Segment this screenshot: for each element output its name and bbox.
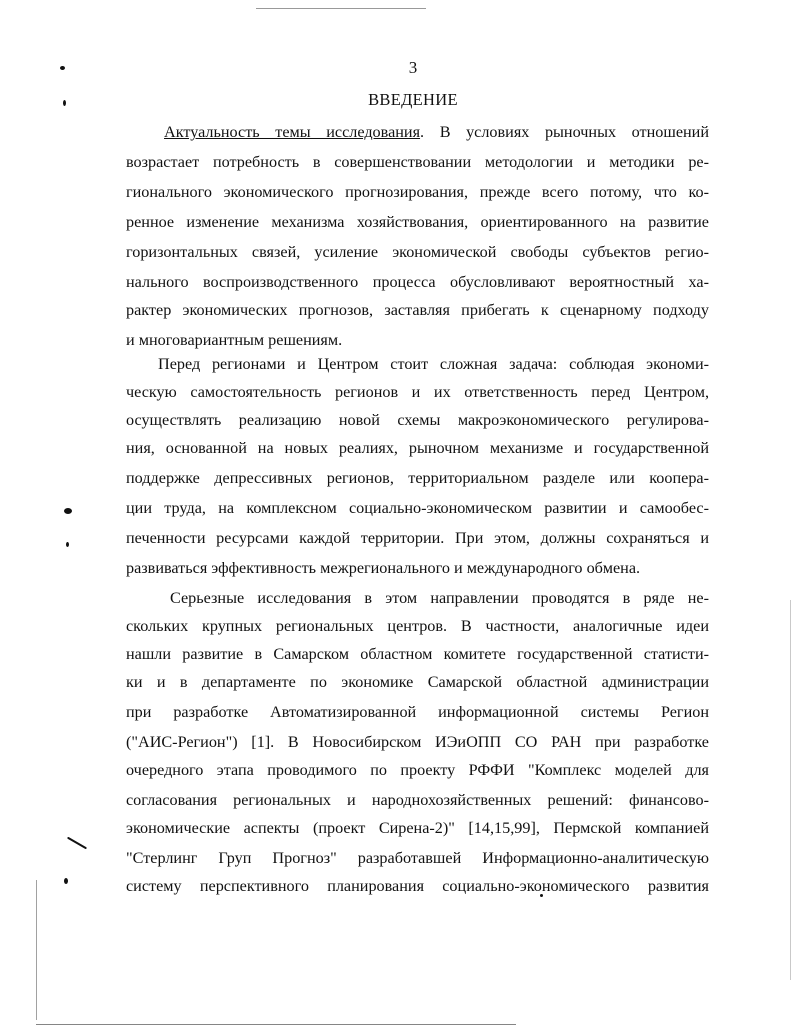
paragraph-line: гионального экономического прогнозирования, прежде всего потому, что ко- bbox=[126, 183, 709, 201]
scan-speck bbox=[66, 542, 69, 547]
scan-edge-top bbox=[256, 8, 426, 9]
paragraph-line: осуществлять реализацию новой схемы макроэкономического регулирова- bbox=[126, 411, 709, 429]
paragraph-line: горизонтальных связей, усиление экономической свободы субъектов регио- bbox=[126, 243, 709, 261]
paragraph-line: печенности ресурсами каждой территории. При этом, должны сохраняться и bbox=[126, 529, 709, 547]
topic-relevance-title: Актуальность темы исследования bbox=[164, 123, 421, 141]
paragraph-line: при разработке Автоматизированной информационной системы Регион bbox=[126, 703, 709, 721]
scan-speck bbox=[64, 878, 68, 884]
paragraph-line: ки и в департаменте по экономике Самарской областной администрации bbox=[126, 673, 709, 691]
paragraph-line: Перед регионами и Центром стоит сложная задача: соблюдая экономи- bbox=[158, 355, 709, 373]
paragraph-line: ческую самостоятельность регионов и их ответственность перед Центром, bbox=[126, 383, 709, 401]
scan-edge-left bbox=[36, 880, 37, 1020]
paragraph-line: экономические аспекты (проект Сирена-2)" [14,15,99], Пермской компанией bbox=[126, 819, 709, 837]
paragraph-line: нального воспроизводственного процесса обусловливают вероятностный ха- bbox=[126, 273, 709, 291]
paragraph-line: ("АИС-Регион") [1]. В Новосибирском ИЭиОПП СО РАН при разработке bbox=[126, 733, 709, 751]
section-heading: ВВЕДЕНИЕ bbox=[368, 90, 458, 109]
paragraph-line: систему перспективного планирования социально-экономического развития bbox=[126, 877, 709, 895]
scan-edge-bottom bbox=[36, 1024, 516, 1025]
paragraph-line: скольких крупных региональных центров. В частности, аналогичные идеи bbox=[126, 617, 709, 635]
paragraph-line: согласования региональных и народнохозяйственных решений: финансово- bbox=[126, 791, 709, 809]
scan-speck bbox=[64, 508, 72, 514]
page-number: 3 bbox=[408, 58, 418, 77]
paragraph-line: рактер экономических прогнозов, заставляя прибегать к сценарному подходу bbox=[126, 301, 709, 319]
paragraph-line: Актуальность темы исследования. В условиях рыночных отношений bbox=[164, 123, 709, 141]
paragraph-line: нашли развитие в Самарском областном комитете государственной статисти- bbox=[126, 645, 709, 663]
paragraph-line: возрастает потребность в совершенствовании методологии и методики ре- bbox=[126, 153, 709, 171]
paragraph-line: очередного этапа проводимого по проекту РФФИ "Комплекс моделей для bbox=[126, 761, 709, 779]
paragraph-line: "Стерлинг Груп Прогноз" разработавшей Информационно-аналитическую bbox=[126, 849, 709, 867]
paragraph-line: ренное изменение механизма хозяйствования, ориентированного на развитие bbox=[126, 213, 709, 231]
scan-speck bbox=[67, 837, 87, 850]
paragraph-line: поддержке депрессивных регионов, территориальном разделе или коопера- bbox=[126, 469, 709, 487]
paragraph-line: ции труда, на комплексном социально-экономическом развитии и самообес- bbox=[126, 499, 709, 517]
paragraph-line: Серьезные исследования в этом направлении проводятся в ряде не- bbox=[170, 589, 709, 607]
paragraph-line: и многовариантным решениям. bbox=[126, 331, 343, 349]
paragraph-line: ния, основанной на новых реалиях, рыночном механизме и государственной bbox=[126, 439, 709, 457]
paragraph-line: развиваться эффективность межрегионального и международного обмена. bbox=[126, 559, 641, 577]
scan-edge-right bbox=[790, 600, 791, 980]
